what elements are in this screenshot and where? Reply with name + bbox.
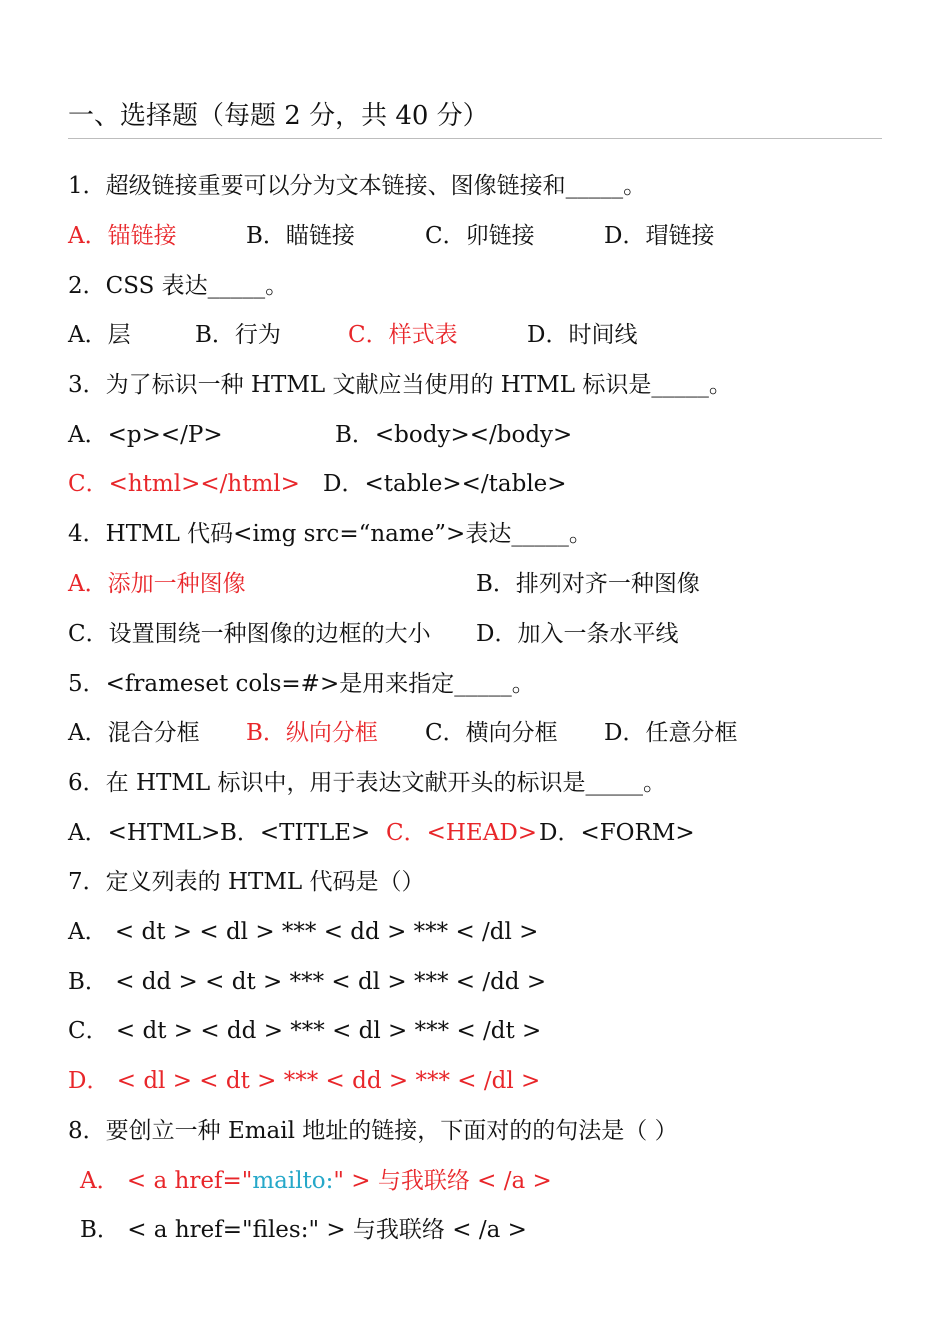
question-4-option-a: A．添加一种图像 bbox=[68, 571, 246, 597]
question-8-option-a bbox=[80, 1161, 552, 1201]
question-2-option-b: B．行为 bbox=[195, 322, 281, 348]
question-8-option-a-suffix: " > 与我联络 < /a > bbox=[333, 1168, 552, 1194]
question-4-option-c: C．设置围绕一种图像的边框的大小 bbox=[68, 621, 431, 647]
question-7-stem: 7．定义列表的 HTML 代码是（） bbox=[68, 869, 425, 895]
question-3-option-d: D．<table></table> bbox=[323, 471, 567, 497]
question-2-option-d: D．时间线 bbox=[527, 322, 638, 348]
question-2-option-c: C．样式表 bbox=[348, 322, 458, 348]
question-5-option-c: C．横向分框 bbox=[425, 720, 558, 746]
question-7-option-c: C． < dt > < dd > *** < dl > *** < /dt > bbox=[68, 1018, 542, 1044]
question-7-option-d: D． < dl > < dt > *** < dd > *** < /dl > bbox=[68, 1068, 541, 1094]
question-3-option-c: C．<html></html> bbox=[68, 471, 300, 497]
question-8-option-a-prefix: A． < a href=" bbox=[80, 1168, 253, 1194]
question-5-option-d: D．任意分框 bbox=[604, 720, 738, 746]
section-title: 一、选择题（每题 2 分，共 40 分） bbox=[68, 96, 882, 139]
question-1-options bbox=[68, 216, 882, 256]
question-4-option-d: D．加入一条水平线 bbox=[476, 621, 679, 647]
question-4-options-cd bbox=[68, 614, 882, 654]
question-5-stem: 5．<frameset cols=#>是用来指定_____。 bbox=[68, 671, 535, 697]
question-3-stem: 3．为了标识一种 HTML 文献应当使用的 HTML 标识是_____。 bbox=[68, 372, 732, 398]
question-7-option-b: B． < dd > < dt > *** < dl > *** < /dd > bbox=[68, 969, 547, 995]
question-6-options bbox=[68, 813, 882, 853]
question-4-stem: 4．HTML 代码<img src=“name”>表达_____。 bbox=[68, 521, 592, 547]
question-3-option-b: B．<body></body> bbox=[335, 422, 573, 448]
question-8-stem: 8．要创立一种 Email 地址的链接，下面对的的句法是（ ） bbox=[68, 1118, 678, 1144]
question-1-option-a: A．锚链接 bbox=[68, 223, 177, 249]
question-2-option-a: A．层 bbox=[68, 322, 131, 348]
question-6-option-c: C．<HEAD> bbox=[386, 820, 538, 846]
question-3-options-cd bbox=[68, 464, 882, 504]
question-5-options bbox=[68, 713, 882, 753]
question-6-option-d: D．<FORM> bbox=[539, 820, 695, 846]
question-1-stem: 1．超级链接重要可以分为文本链接、图像链接和_____。 bbox=[68, 173, 647, 199]
question-6-option-b: B．<TITLE> bbox=[220, 820, 371, 846]
question-2-stem: 2．CSS 表达_____。 bbox=[68, 273, 289, 299]
question-4-options-ab bbox=[68, 564, 882, 604]
question-7-option-a: A． < dt > < dl > *** < dd > *** < /dl > bbox=[68, 919, 539, 945]
question-2-options bbox=[68, 315, 882, 355]
question-3-option-a: A．<p></P> bbox=[68, 422, 223, 448]
question-6-stem: 6．在 HTML 标识中，用于表达文献开头的标识是_____。 bbox=[68, 770, 666, 796]
question-6-option-a: A．<HTML> bbox=[68, 820, 221, 846]
question-1-option-c: C．卯链接 bbox=[425, 223, 535, 249]
question-1-option-b: B．瞄链接 bbox=[246, 223, 355, 249]
question-3-options-ab bbox=[68, 415, 882, 455]
question-8-option-a-mailto: mailto: bbox=[252, 1168, 334, 1194]
question-5-option-a: A．混合分框 bbox=[68, 720, 200, 746]
question-8-option-b: B． < a href="files:" > 与我联络 < /a > bbox=[80, 1217, 527, 1243]
question-1-option-d: D．瑁链接 bbox=[604, 223, 715, 249]
question-4-option-b: B．排列对齐一种图像 bbox=[476, 571, 700, 597]
question-5-option-b: B．纵向分框 bbox=[246, 720, 378, 746]
